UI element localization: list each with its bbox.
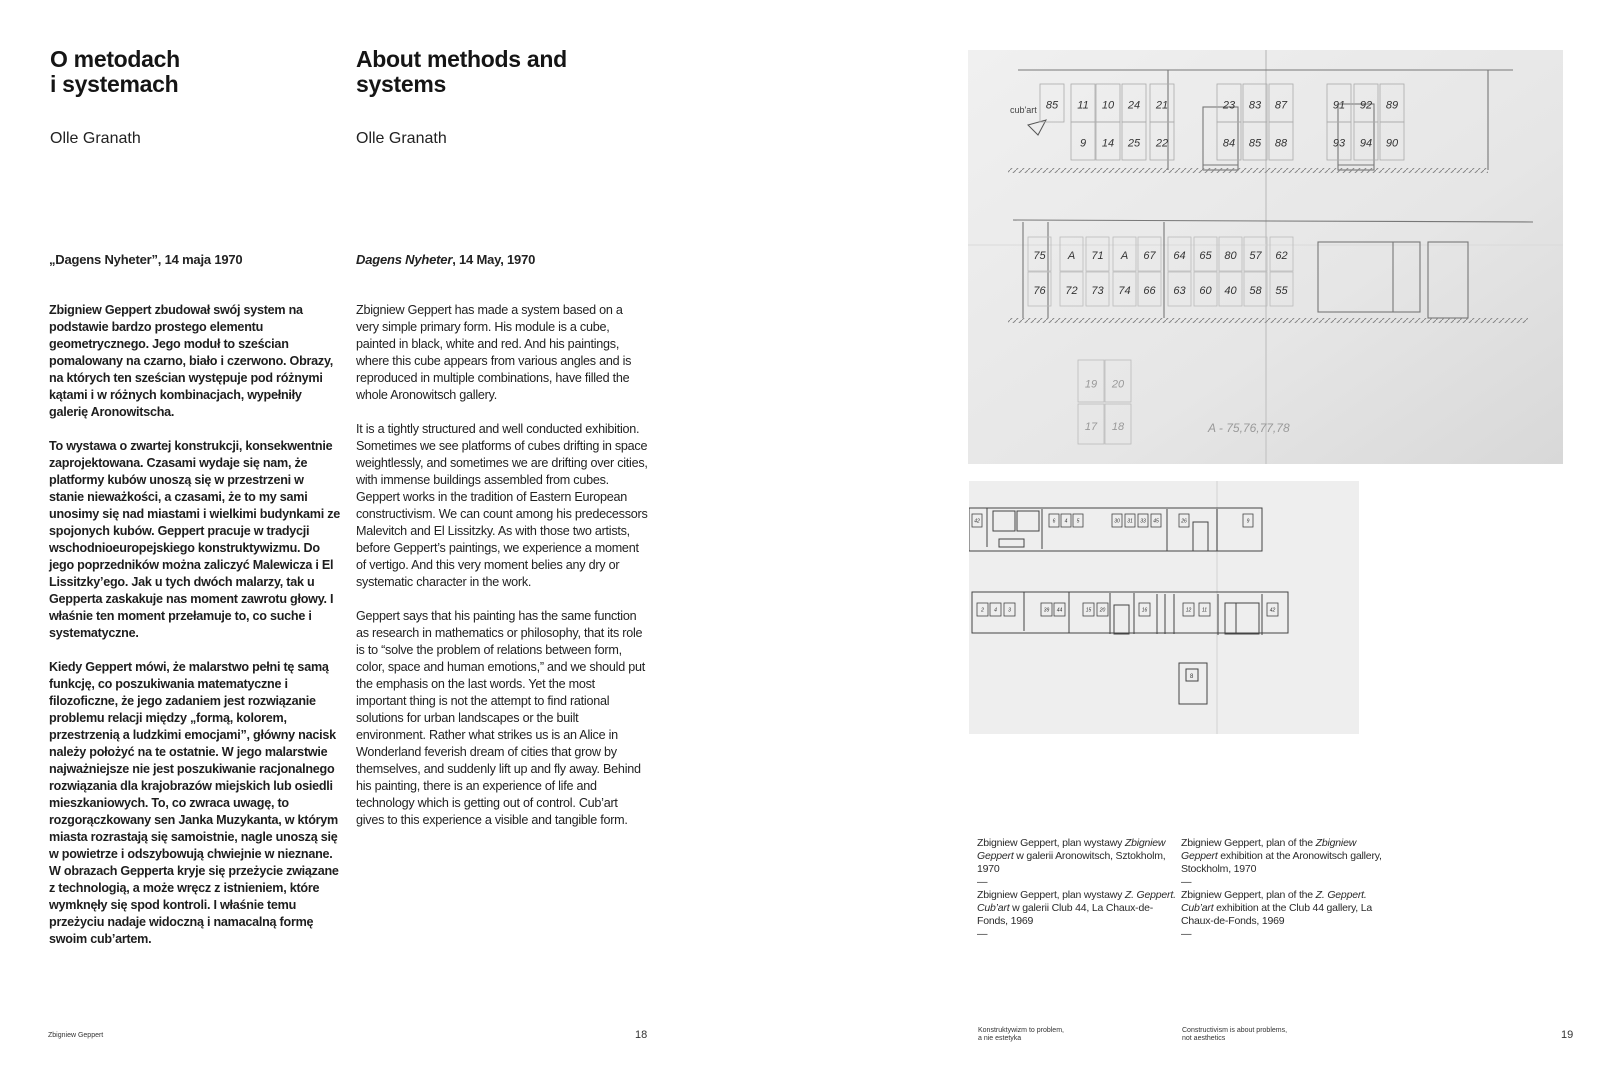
painting-number: 85 (1248, 137, 1262, 150)
english-caption (1181, 837, 1391, 941)
english-source (356, 252, 535, 268)
club44-plan-drawing (969, 481, 1359, 734)
plan-note: A - 75,76,77,78 (1208, 421, 1290, 435)
painting-number: 71 (1091, 250, 1104, 263)
polish-paragraph: Kiedy Geppert mówi, że malarstwo pełni tę samą funkcję, co poszukiwania matematyczne i filozoficzne, że jego zadaniem jest rozwiązanie problemu relacji między „formą, kolorem, przestrzenią a ludzkimi emocjami”, główny nacisk należy położyć na te ostatnie. W jego malarstwie najważniejsze nie jest poszukiwanie racjonalnego rozwiązania dla krajobrazów miejskich lub osiedli mieszkaniowych. To, co zwraca uwagę, to rozgorączkowany sen Janka Muzykanta, w którym miasta rozrastają się samoistnie, nagle unoszą się w powietrze i odszybowują chwiejnie w nieznane. W obrazach Gepperta kryje się przeżycie związane z technologią, a może wręcz z istnieniem, które wymknęły się spod kontroli. I właśnie temu przeżyciu nadaje widoczną i namacalną formę swoim cub’artem. (49, 660, 339, 946)
caption-text: w galerii Club 44, La Chaux-de-Fonds, 1969 (977, 902, 1154, 927)
painting-number: 87 (1274, 99, 1288, 112)
english-caption-1 (1181, 837, 1391, 876)
painting-number: 85 (1045, 99, 1059, 112)
english-source-date: , 14 May, 1970 (452, 252, 536, 267)
footer-line: Konstruktywizm to problem, (978, 1027, 1064, 1034)
painting-number: 9 (1079, 137, 1087, 150)
painting-number: 24 (1127, 99, 1141, 112)
floor-hatch (1008, 168, 1488, 173)
painting-number: 20 (1111, 378, 1125, 391)
painting-number: 55 (1275, 285, 1288, 298)
polish-caption-1 (977, 837, 1177, 876)
painting-number: 25 (1127, 137, 1141, 150)
painting-number: 11 (1201, 607, 1208, 614)
english-title (356, 47, 567, 97)
painting-number: 89 (1385, 99, 1399, 112)
footer-line: Constructivism is about problems, (1182, 1027, 1288, 1034)
painting-number: 31 (1127, 518, 1133, 525)
painting-number: 11 (1077, 99, 1089, 112)
painting-number: 19 (1084, 378, 1098, 391)
polish-paragraph: Zbigniew Geppert zbudował swój system na podstawie bardzo prostego elementu geometrycznego. Jego moduł to sześcian pomalowany na czarno, biało i czerwono. Obrazy, na których ten sześcian występuje pod różnymi kątami i w różnych kombinacjach, wypełniły galerię Aronowitscha. (49, 303, 334, 419)
painting-number: 62 (1275, 250, 1288, 263)
painting-number: 26 (1181, 518, 1187, 525)
painting-number: 80 (1224, 250, 1237, 263)
painting-number: 58 (1249, 285, 1262, 298)
painting-number: 17 (1084, 421, 1098, 433)
caption-title: Zbigniew Geppert (1181, 837, 1357, 862)
painting-number: 23 (1222, 99, 1236, 112)
painting-number: 12 (1185, 607, 1192, 614)
english-paragraph: Geppert says that his painting has the same function as research in mathematics or philosophy, that its role is to “solve the problem of relations between form, color, space and human emotions,” and we should put the emphasis on the last words. Yet the most important thing is not the attempt to find rational solutions for urban landscapes or the built environment. Rather what strikes us is an Alice in Wonderland feverish dream of cities that grow by themselves, and suddenly lift up and fly away. Behind his painting, there is an experience of life and technology which is getting out of control. Cub’art gives to this experience a visible and tangible form. (356, 609, 645, 827)
caption-text: exhibition at the Club 44 gallery, La Chaux-de-Fonds, 1969 (1181, 902, 1373, 927)
caption-text: w galerii Aronowitsch, Sztokholm, 1970 (977, 850, 1166, 875)
english-caption-2 (1181, 889, 1391, 928)
painting-number: 30 (1114, 518, 1120, 525)
footer-line: not aesthetics (1182, 1035, 1226, 1042)
painting-number: 67 (1143, 250, 1156, 263)
club44-plan-svg (969, 481, 1359, 734)
left-running-footer: Zbigniew Geppert (48, 1032, 104, 1039)
english-title-line1: About methods and (356, 46, 567, 72)
polish-source: „Dagens Nyheter”, 14 maja 1970 (49, 252, 243, 267)
painting-number: 39 (1043, 607, 1050, 614)
polish-title (50, 47, 180, 97)
painting-number: 4 (994, 607, 997, 614)
painting-number: A (1120, 250, 1129, 263)
painting-number: 84 (1222, 137, 1236, 150)
right-running-footer-english (1182, 1027, 1287, 1043)
aronowitsch-plan-svg (968, 50, 1563, 464)
painting-number: 66 (1143, 285, 1156, 298)
polish-paragraph: To wystawa o zwartej konstrukcji, konsekwentnie zaprojektowana. Czasami wydaje się nam, że platformy kubów unoszą się w przestrzeni w stanie nieważkości, a czasami, że to my sami unosimy się nad miastami i wielkimi budynkami ze spojonych kubów. Geppert pracuje w tradycji wschodnioeuropejskiego konstruktywizmu. Do jego poprzedników można zaliczyć Malewicza i El Lissitzky’ego. Jak u tych dwóch malarzy, tak u Gepperta zaskakuje nas moment zawrotu głowy. I właśnie ten moment przełamuje to, co suche i systematyczne. (49, 439, 341, 640)
painting-number: 92 (1359, 99, 1373, 112)
painting-number: 93 (1332, 137, 1346, 150)
polish-caption (977, 837, 1177, 941)
english-paragraph: Zbigniew Geppert has made a system based on a very simple primary form. His module is a cube, painted in black, white and red. And his paintings, where this cube appears from various angles and is reproduced in multiple combinations, have filled the whole Aronowitsch gallery. (356, 303, 632, 402)
polish-title-line1: O metodach (50, 46, 180, 72)
painting-number: 16 (1141, 607, 1148, 614)
english-paragraph: It is a tightly structured and well conducted exhibition. Sometimes we see platforms of cubes drifting in space weightlessly, and sometimes we are drifting over cities, with immense buildings assembled from cubes. Geppert works in the tradition of Eastern European constructivism. We can count among his predecessors Malevitch and El Lissitzky. As with those two artists, before Geppert’s paintings, we experience a moment of vertigo. And this very moment belies any dry or systematic character in the work. (356, 422, 648, 589)
painting-number: 57 (1249, 250, 1262, 263)
painting-number: 22 (1155, 137, 1169, 150)
caption-title: Z. Geppert. Cub’art (1181, 889, 1367, 914)
painting-number: A (1067, 250, 1076, 263)
caption-title: Z. Geppert. Cub’art (977, 889, 1176, 914)
painting-number: 14 (1101, 137, 1115, 150)
painting-number: 75 (1033, 250, 1046, 263)
painting-number: 10 (1101, 99, 1115, 112)
stand-painting-label: 8 (1190, 674, 1194, 680)
painting-number: 18 (1111, 421, 1125, 433)
painting-number: 91 (1332, 99, 1346, 112)
painting-number: 72 (1065, 285, 1078, 298)
painting-number: 64 (1173, 250, 1186, 263)
painting-number: 15 (1085, 607, 1092, 614)
caption-dash: — (1181, 876, 1192, 888)
painting-number: 21 (1155, 99, 1169, 112)
polish-body (49, 302, 341, 965)
painting-number: 45 (1153, 518, 1159, 525)
painting-number: 6 (1052, 518, 1056, 525)
polish-caption-2 (977, 889, 1177, 928)
painting-number: 42 (974, 518, 980, 525)
aronowitsch-plan-drawing (968, 50, 1563, 464)
painting-number: 33 (1140, 518, 1146, 525)
painting-number: 9 (1246, 518, 1250, 525)
caption-text: exhibition at the Aronowitsch gallery, Stockholm, 1970 (1181, 850, 1382, 875)
painting-number: 90 (1385, 137, 1399, 150)
caption-dash: — (1181, 928, 1192, 940)
painting-number: 94 (1359, 137, 1373, 150)
english-title-line2: systems (356, 71, 446, 97)
painting-number: 3 (1008, 607, 1011, 614)
english-source-publication: Dagens Nyheter (356, 252, 453, 267)
caption-text: Zbigniew Geppert, plan of the (1181, 837, 1316, 849)
paper-background (969, 481, 1359, 734)
painting-number: 74 (1118, 285, 1131, 298)
english-author: Olle Granath (356, 130, 447, 147)
painting-number: 5 (1076, 518, 1080, 525)
caption-title: Zbigniew Geppert (977, 837, 1166, 862)
painting-number: 83 (1248, 99, 1262, 112)
left-page-number: 18 (635, 1029, 648, 1041)
painting-number: 40 (1224, 285, 1237, 298)
painting-number: 44 (1056, 607, 1063, 614)
painting-number: 65 (1199, 250, 1212, 263)
caption-text: Zbigniew Geppert, plan of the (1181, 889, 1316, 901)
english-body (356, 302, 648, 846)
footer-line: a nie estetyka (978, 1035, 1022, 1042)
painting-number: 73 (1091, 285, 1104, 298)
painting-number: 88 (1274, 137, 1288, 150)
polish-title-line2: i systemach (50, 71, 179, 97)
painting-number: 60 (1199, 285, 1212, 298)
painting-number: 42 (1269, 607, 1276, 614)
painting-number: 2 (981, 607, 984, 614)
painting-number: 4 (1064, 518, 1068, 525)
caption-text: Zbigniew Geppert, plan wystawy (977, 837, 1125, 849)
right-running-footer-polish (978, 1027, 1064, 1043)
caption-dash: — (977, 876, 988, 888)
painting-number: 63 (1173, 285, 1186, 298)
caption-dash: — (977, 928, 988, 940)
painting-number: 20 (1099, 607, 1106, 614)
painting-number: 76 (1033, 285, 1046, 298)
polish-author: Olle Granath (50, 130, 141, 147)
right-page-number: 19 (1561, 1029, 1574, 1041)
cubart-label: cub'art (1010, 105, 1037, 115)
floor-hatch (1008, 318, 1528, 323)
caption-text: Zbigniew Geppert, plan wystawy (977, 889, 1125, 901)
